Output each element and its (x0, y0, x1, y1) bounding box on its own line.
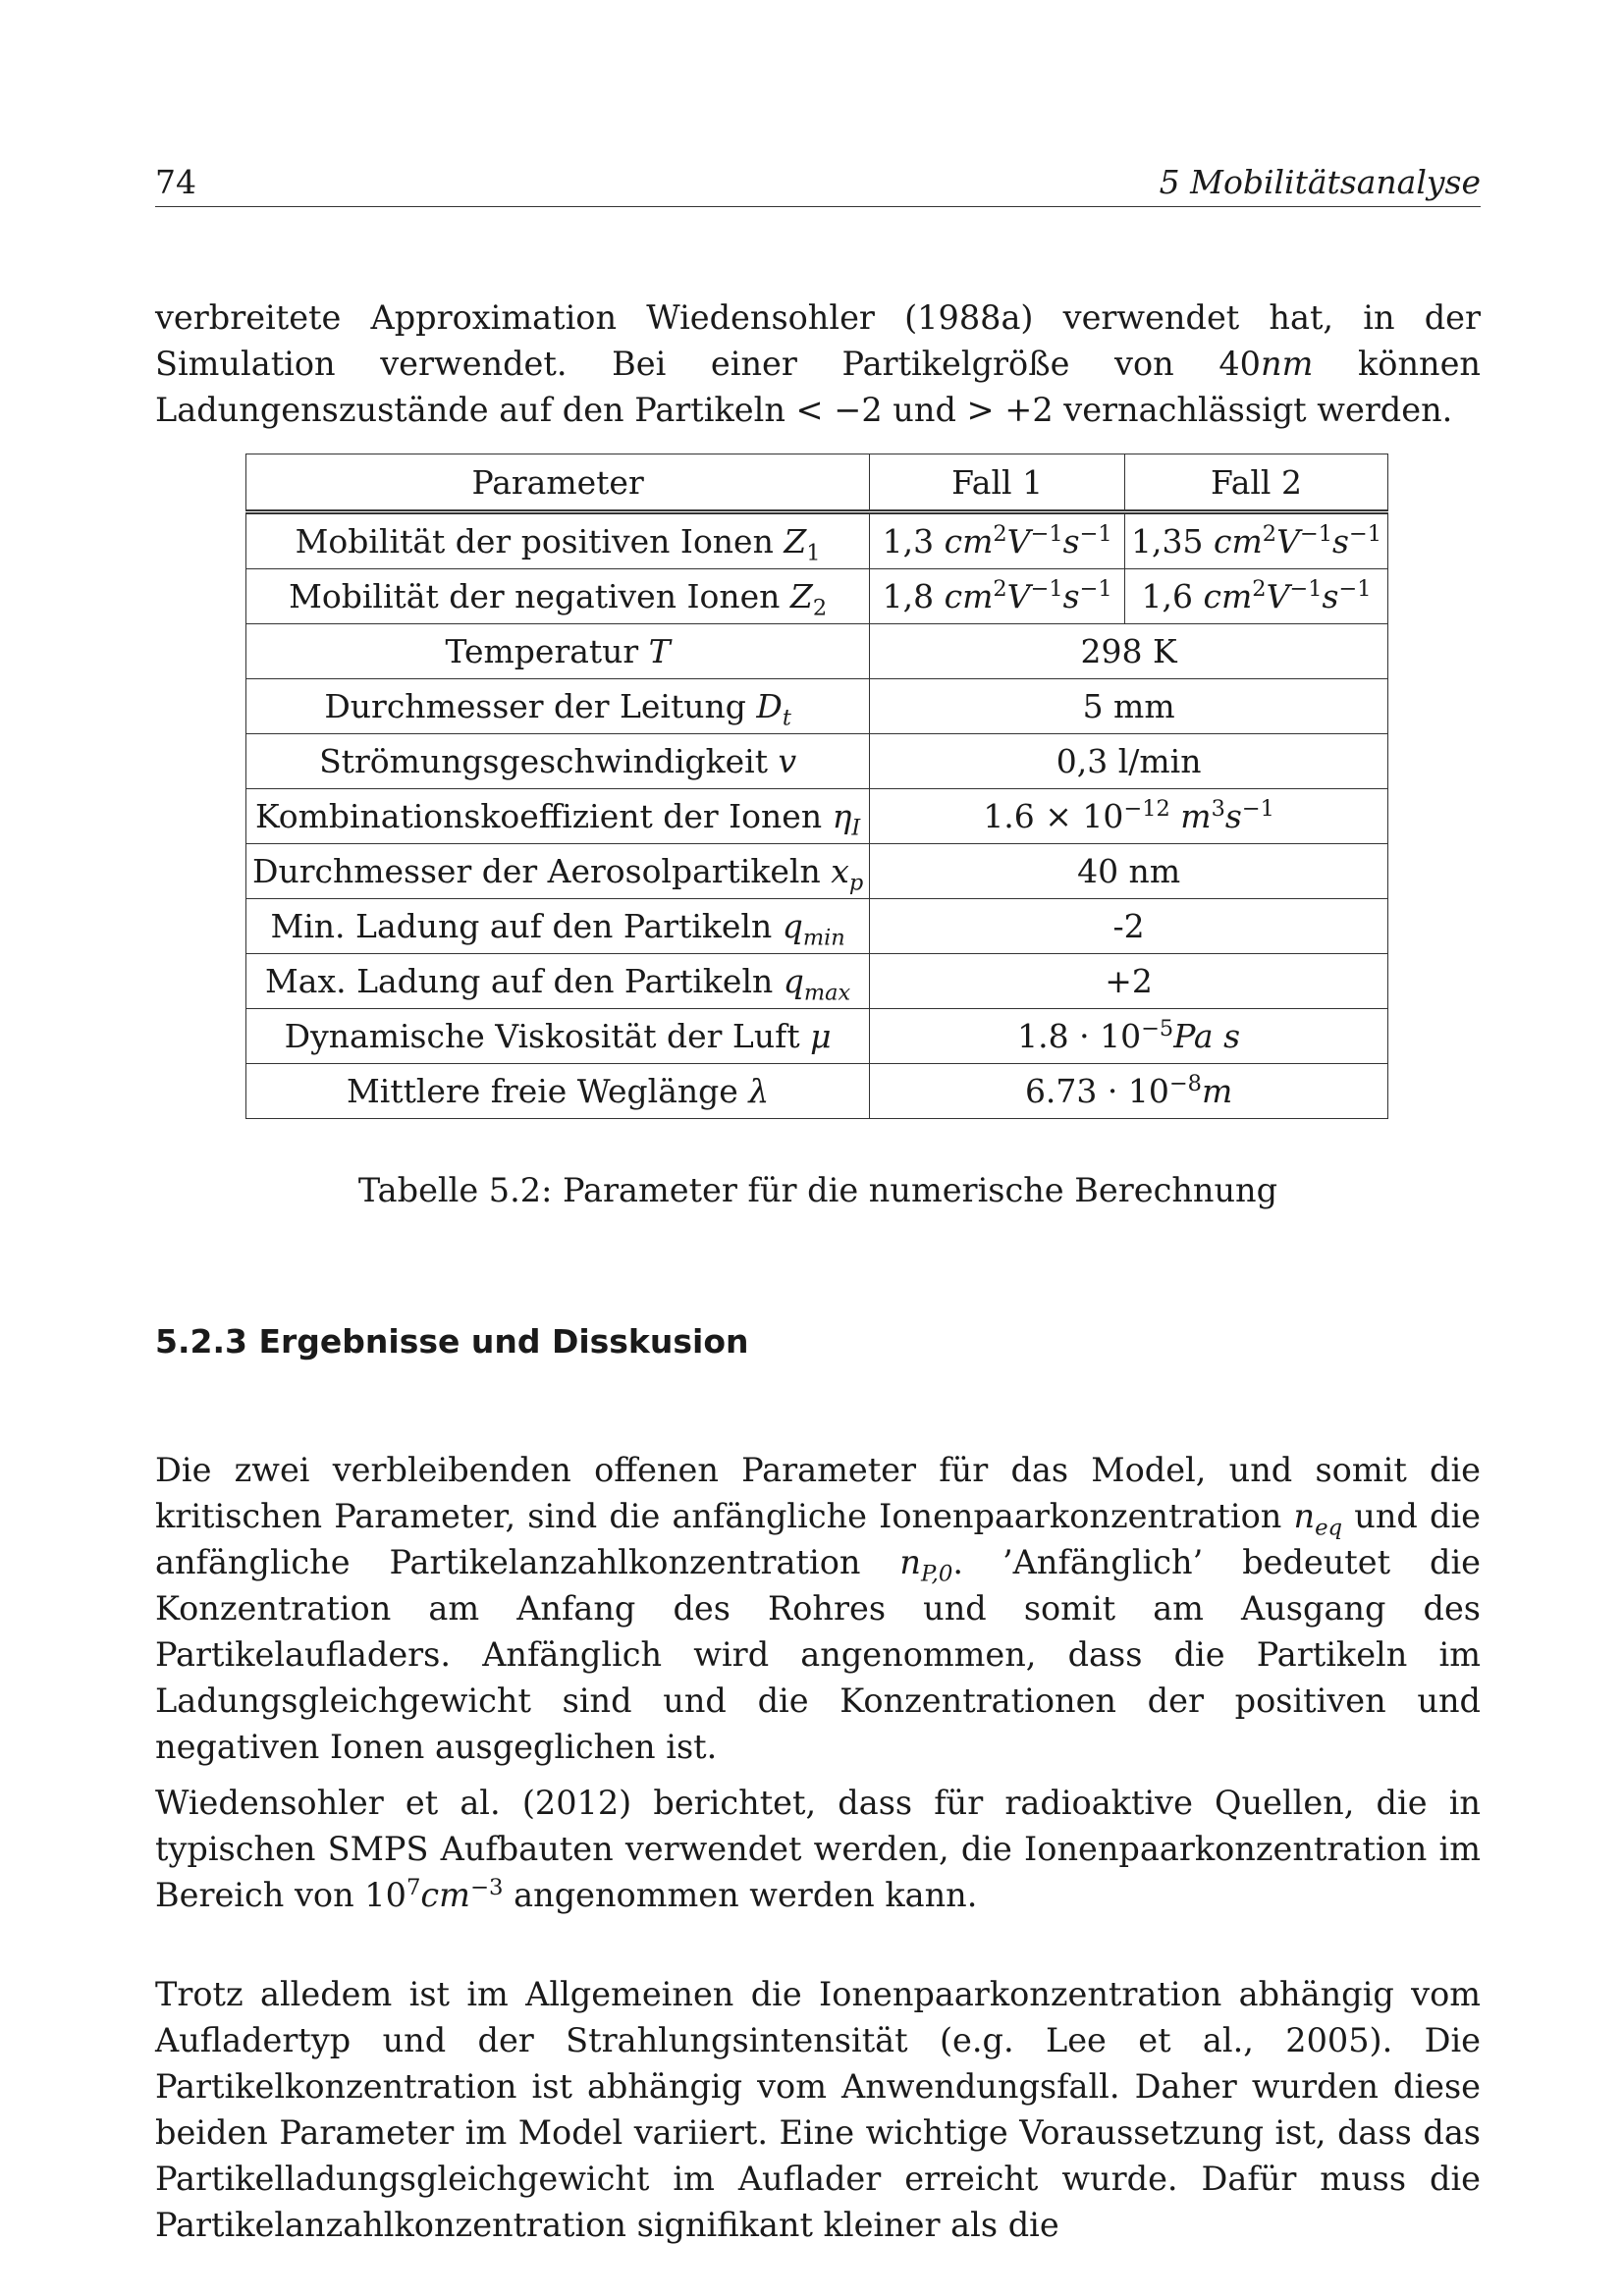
param-name: Temperatur T (246, 624, 870, 679)
param-value: -2 (870, 899, 1388, 954)
param-name: Dynamische Viskosität der Luft μ (246, 1009, 870, 1064)
fall-2-value: 1,35 $cm^2V^{-1}s^{-1}$ (1125, 512, 1388, 569)
table-row (246, 569, 1388, 624)
param-value: $6.73 \cdot 10^{-8}m$ (870, 1064, 1388, 1119)
param-name: Durchmesser der Aerosolpartikeln $x_p$ (246, 844, 870, 899)
table-row (246, 734, 1388, 789)
paragraph-1: Die zwei verbleibenden offenen Parameter für das Model, und somit die kritischen Parameter, sind die anfängliche Ionenpaarkonzentration $n_{eq}$ und die anfängliche Partikelanzahlkonzentration $n_{P,0}$. ’Anfänglich’ bedeutet die Konzentration am Anfang des Rohres und somit am Ausgang des Partikelaufladers. Anfänglich wird angenommen, dass die Partikeln im Ladungsgleichgewicht sind und die Konzentrationen der positiven und negativen Ionen ausgeglichen ist. (155, 1450, 1481, 1766)
table-row (246, 512, 1388, 569)
chapter-title: 5 Mobilitätsanalyse (1159, 163, 1481, 201)
param-name: Kombinationskoeffizient der Ionen $\eta_I$ (246, 789, 870, 844)
param-value: 298 K (870, 624, 1388, 679)
fall-1-value: 1,3 $cm^2V^{-1}s^{-1}$ (870, 512, 1125, 569)
param-value: 0,3 l/min (870, 734, 1388, 789)
running-header (155, 163, 1481, 207)
param-name: Strömungsgeschwindigkeit v (246, 734, 870, 789)
fall-1-value: 1,8 $cm^2V^{-1}s^{-1}$ (870, 569, 1125, 624)
param-value: 40 nm (870, 844, 1388, 899)
table-row (246, 679, 1388, 734)
header-fall-1: Fall 1 (870, 454, 1125, 512)
fall-2-value: 1,6 $cm^2V^{-1}s^{-1}$ (1125, 569, 1388, 624)
param-name: Max. Ladung auf den Partikeln $q_{max}$ (246, 954, 870, 1009)
header-parameter: Parameter (246, 454, 870, 512)
param-value: +2 (870, 954, 1388, 1009)
paragraph-2: Wiedensohler et al. (2012) berichtet, dass für radioaktive Quellen, die in typischen SMPS Aufbauten verwendet werden, die Ionenpaarkonzentration im Bereich von $10^7cm^{-3}$ angenommen werden kann. (155, 1783, 1481, 1914)
param-name: Durchmesser der Leitung $D_t$ (246, 679, 870, 734)
header-fall-2: Fall 2 (1125, 454, 1388, 512)
table-header-row (246, 454, 1388, 512)
parameter-table (245, 454, 1388, 1119)
param-value: $1.8 \cdot 10^{-5}Pa$ s (870, 1009, 1388, 1064)
page-number: 74 (155, 163, 196, 201)
paragraph-3: Trotz alledem ist im Allgemeinen die Ionenpaarkonzentration abhängig vom Aufladertyp und der Strahlungsintensität (e.g. Lee et al., 2005). Die Partikelkonzentration ist abhängig vom Anwendungsfall. Daher wurden diese beiden Parameter im Model variiert. Eine wichtige Voraussetzung ist, dass das Partikelladungsgleichgewicht im Auflader erreicht wurde. Dafür muss die Partikelanzahlkonzentration signifikant kleiner als die (155, 1974, 1481, 2244)
section-heading: 5.2.3 Ergebnisse und Disskusion (155, 1322, 749, 1361)
table-row (246, 624, 1388, 679)
table-row (246, 899, 1388, 954)
param-name: Mittlere freie Weglänge λ (246, 1064, 870, 1119)
param-name: Min. Ladung auf den Partikeln $q_{min}$ (246, 899, 870, 954)
param-value: $1.6 \times 10^{-12}$ $m^3s^{-1}$ (870, 789, 1388, 844)
param-name: Mobilität der negativen Ionen $Z_2$ (246, 569, 870, 624)
param-value: 5 mm (870, 679, 1388, 734)
intro-paragraph: verbreitete Approximation Wiedensohler (1988a) verwendet hat, in der Simulation verwendet. Bei einer Partikelgröße von 40nm können Ladungenszustände auf den Partikeln < −2 und > +2 vernachlässigt werden. (155, 297, 1482, 429)
param-name: Mobilität der positiven Ionen $Z_1$ (246, 512, 870, 569)
table-row (246, 844, 1388, 899)
table-row (246, 1009, 1388, 1064)
table-caption: Tabelle 5.2: Parameter für die numerische Berechnung (357, 1171, 1278, 1209)
table-row (246, 954, 1388, 1009)
table-row (246, 1064, 1388, 1119)
table-row (246, 789, 1388, 844)
